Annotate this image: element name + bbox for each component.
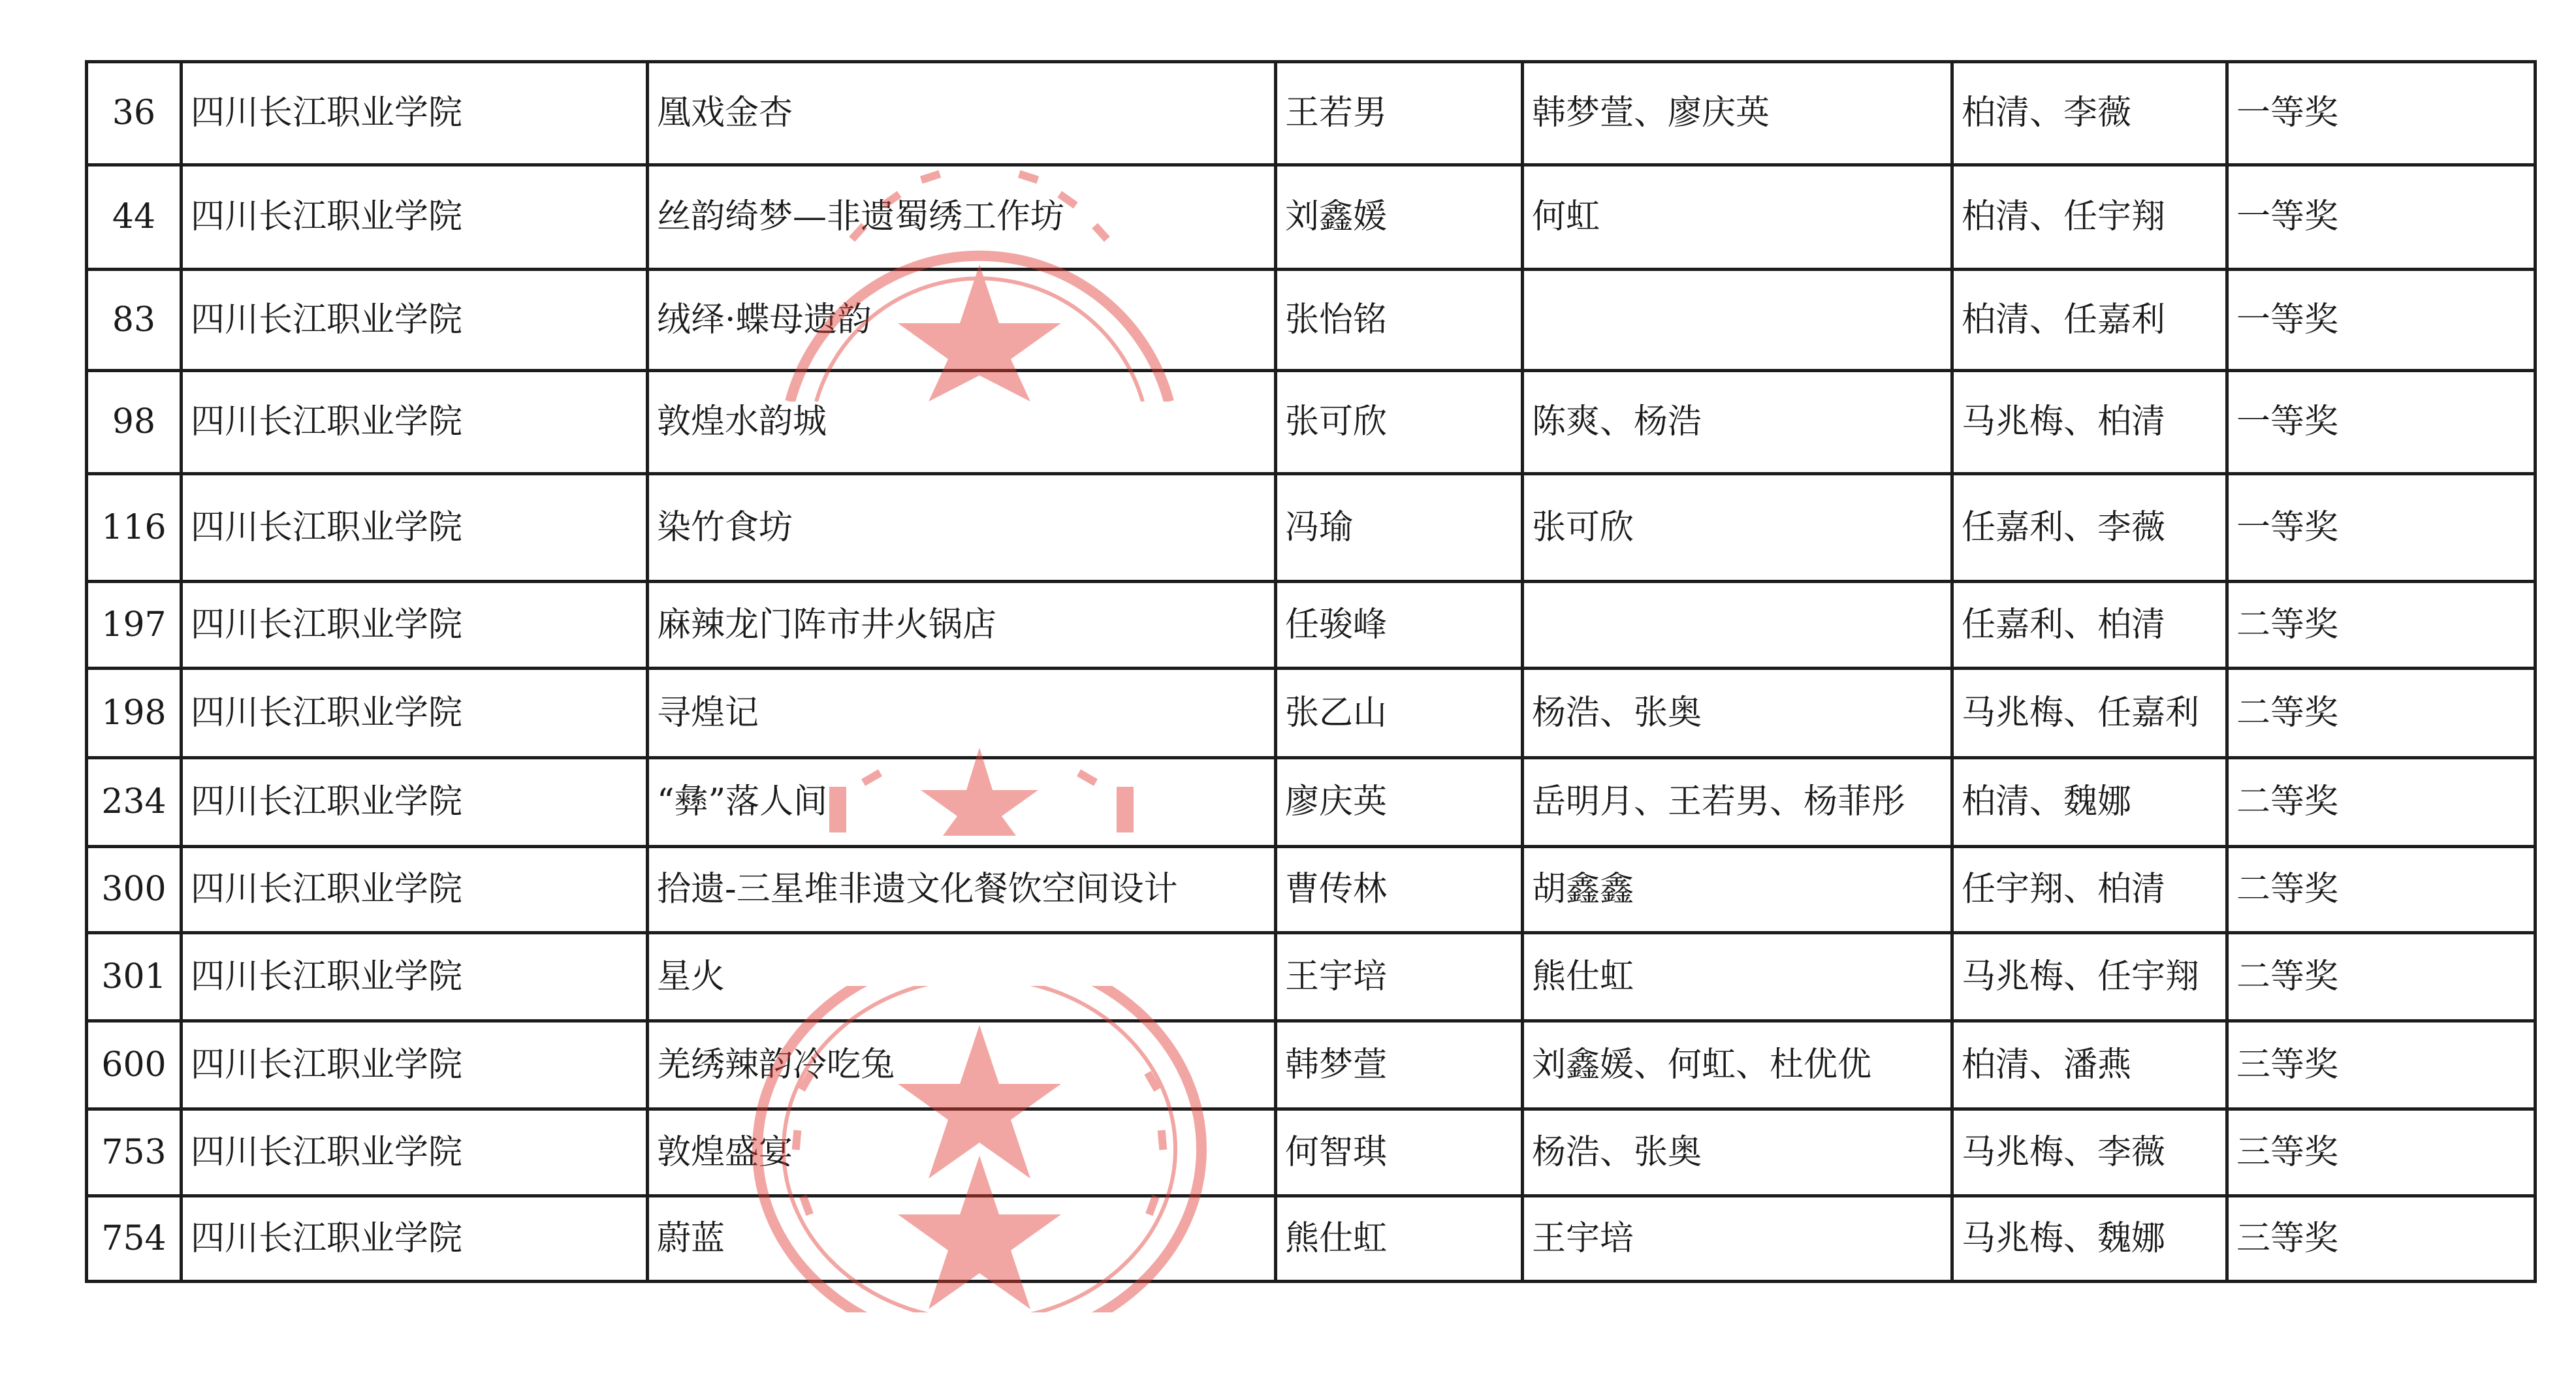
team-members: 杨浩、张奥 [1523,1109,1952,1196]
school-name: 四川长江职业学院 [182,474,648,582]
award-level: 二等奖 [2227,669,2536,758]
award-level: 二等奖 [2227,847,2536,933]
team-members: 岳明月、王若男、杨菲彤 [1523,758,1952,847]
lead-author: 张乙山 [1276,669,1523,758]
school-name: 四川长江职业学院 [182,933,648,1021]
school-name: 四川长江职业学院 [182,582,648,669]
table-row [87,582,2536,669]
advisors: 马兆梅、任宇翔 [1952,933,2227,1021]
lead-author: 任骏峰 [1276,582,1523,669]
table-row [87,758,2536,847]
award-level: 一等奖 [2227,474,2536,582]
work-title: 羌绣辣韵冷吃兔 [648,1021,1276,1109]
lead-author: 韩梦萱 [1276,1021,1523,1109]
entry-number: 754 [87,1196,182,1282]
advisors: 柏清、潘燕 [1952,1021,2227,1109]
work-title: 蔚蓝 [648,1196,1276,1282]
award-level: 一等奖 [2227,371,2536,474]
table-row [87,62,2536,165]
work-title: 染竹食坊 [648,474,1276,582]
entry-number: 234 [87,758,182,847]
award-table [85,60,2537,1283]
school-name: 四川长江职业学院 [182,1109,648,1196]
table-row [87,1109,2536,1196]
award-level: 三等奖 [2227,1196,2536,1282]
team-members [1523,582,1952,669]
entry-number: 300 [87,847,182,933]
advisors: 马兆梅、柏清 [1952,371,2227,474]
table-row [87,474,2536,582]
advisors: 柏清、李薇 [1952,62,2227,165]
entry-number: 600 [87,1021,182,1109]
lead-author: 张怡铭 [1276,270,1523,371]
lead-author: 王若男 [1276,62,1523,165]
advisors: 柏清、魏娜 [1952,758,2227,847]
entry-number: 116 [87,474,182,582]
table-row [87,270,2536,371]
table-row [87,1021,2536,1109]
school-name: 四川长江职业学院 [182,758,648,847]
team-members: 杨浩、张奥 [1523,669,1952,758]
team-members: 熊仕虹 [1523,933,1952,1021]
lead-author: 廖庆英 [1276,758,1523,847]
school-name: 四川长江职业学院 [182,62,648,165]
team-members: 张可欣 [1523,474,1952,582]
lead-author: 熊仕虹 [1276,1196,1523,1282]
table-row [87,165,2536,270]
table-row [87,371,2536,474]
advisors: 任宇翔、柏清 [1952,847,2227,933]
lead-author: 冯瑜 [1276,474,1523,582]
school-name: 四川长江职业学院 [182,1021,648,1109]
school-name: 四川长江职业学院 [182,371,648,474]
award-level: 二等奖 [2227,582,2536,669]
advisors: 柏清、任宇翔 [1952,165,2227,270]
lead-author: 何智琪 [1276,1109,1523,1196]
lead-author: 刘鑫媛 [1276,165,1523,270]
advisors: 任嘉利、柏清 [1952,582,2227,669]
work-title: 寻煌记 [648,669,1276,758]
work-title: “彝”落人间 [648,758,1276,847]
team-members: 陈爽、杨浩 [1523,371,1952,474]
team-members: 胡鑫鑫 [1523,847,1952,933]
work-title: 绒绎·蝶母遗韵 [648,270,1276,371]
entry-number: 36 [87,62,182,165]
table-row [87,1196,2536,1282]
table-row [87,933,2536,1021]
award-level: 三等奖 [2227,1109,2536,1196]
award-level: 三等奖 [2227,1021,2536,1109]
award-level: 一等奖 [2227,270,2536,371]
entry-number: 198 [87,669,182,758]
advisors: 柏清、任嘉利 [1952,270,2227,371]
entry-number: 301 [87,933,182,1021]
advisors: 马兆梅、魏娜 [1952,1196,2227,1282]
table-row [87,669,2536,758]
table-row [87,847,2536,933]
lead-author: 曹传林 [1276,847,1523,933]
team-members: 王宇培 [1523,1196,1952,1282]
work-title: 丝韵绮梦—非遗蜀绣工作坊 [648,165,1276,270]
work-title: 拾遗-三星堆非遗文化餐饮空间设计 [648,847,1276,933]
work-title: 麻辣龙门阵市井火锅店 [648,582,1276,669]
award-level: 一等奖 [2227,62,2536,165]
entry-number: 44 [87,165,182,270]
advisors: 马兆梅、李薇 [1952,1109,2227,1196]
team-members: 韩梦萱、廖庆英 [1523,62,1952,165]
advisors: 任嘉利、李薇 [1952,474,2227,582]
work-title: 凰戏金杏 [648,62,1276,165]
award-level: 二等奖 [2227,758,2536,847]
lead-author: 张可欣 [1276,371,1523,474]
award-level: 二等奖 [2227,933,2536,1021]
work-title: 敦煌水韵城 [648,371,1276,474]
advisors: 马兆梅、任嘉利 [1952,669,2227,758]
entry-number: 753 [87,1109,182,1196]
team-members: 何虹 [1523,165,1952,270]
school-name: 四川长江职业学院 [182,1196,648,1282]
lead-author: 王宇培 [1276,933,1523,1021]
team-members: 刘鑫媛、何虹、杜优优 [1523,1021,1952,1109]
school-name: 四川长江职业学院 [182,165,648,270]
work-title: 敦煌盛宴 [648,1109,1276,1196]
school-name: 四川长江职业学院 [182,270,648,371]
school-name: 四川长江职业学院 [182,669,648,758]
team-members [1523,270,1952,371]
school-name: 四川长江职业学院 [182,847,648,933]
entry-number: 197 [87,582,182,669]
entry-number: 83 [87,270,182,371]
entry-number: 98 [87,371,182,474]
work-title: 星火 [648,933,1276,1021]
award-level: 一等奖 [2227,165,2536,270]
